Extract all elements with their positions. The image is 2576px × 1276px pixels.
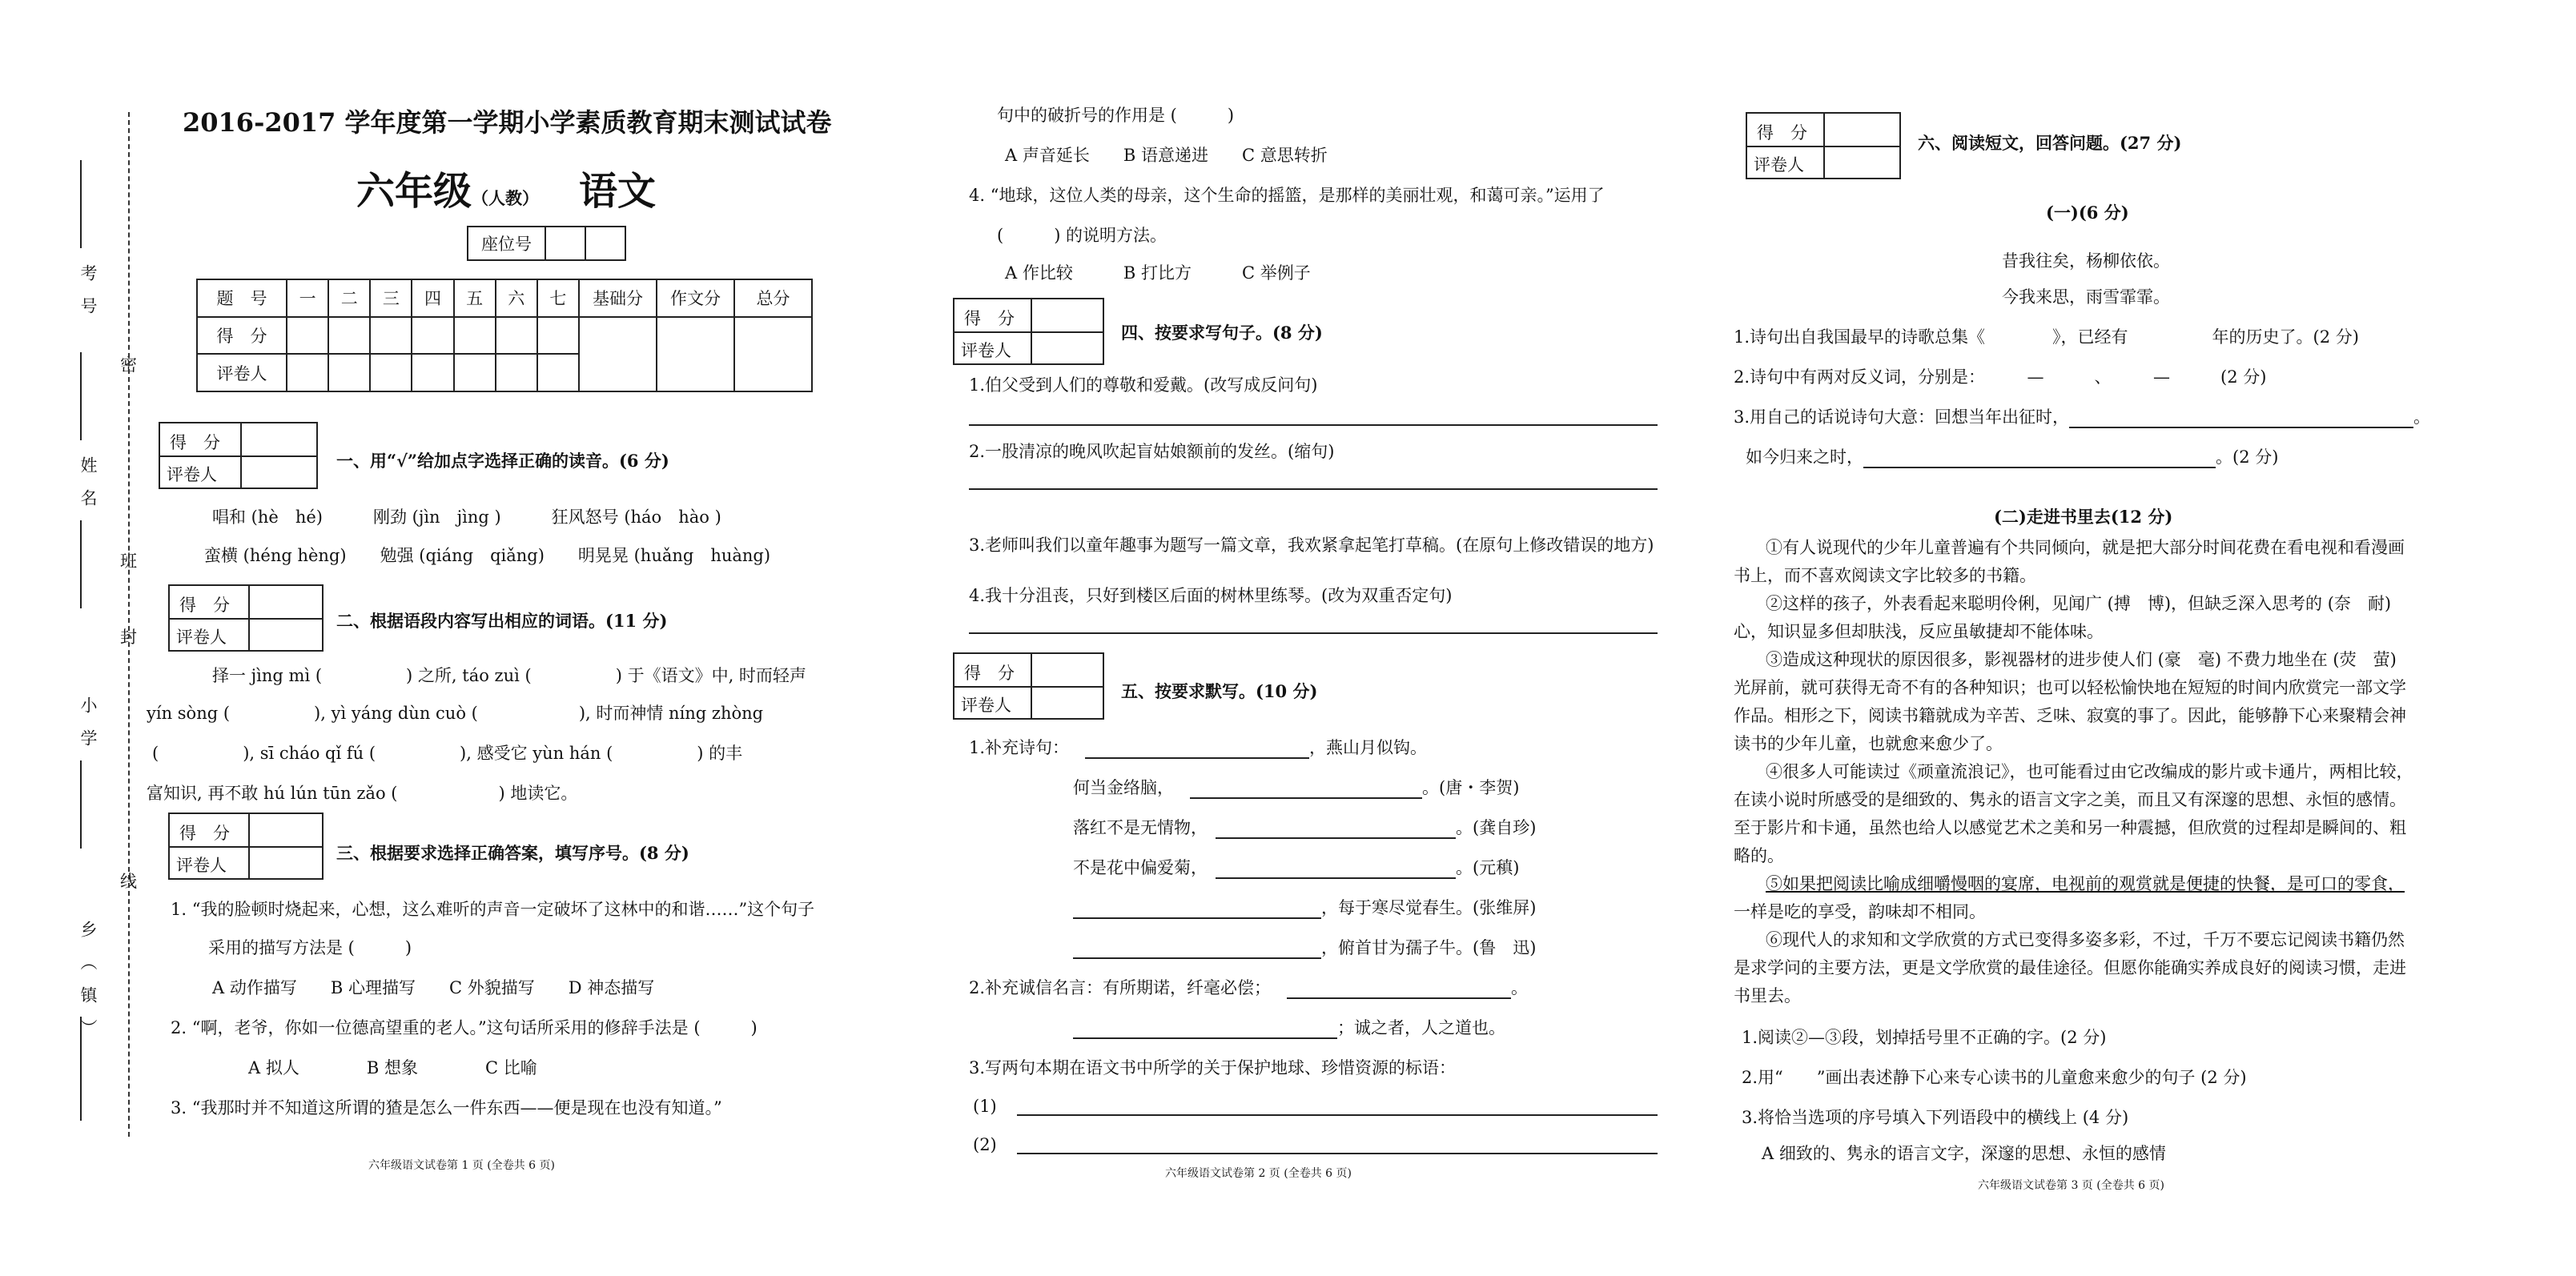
margin-seal-feng: 封	[120, 628, 137, 647]
blank[interactable]	[1287, 981, 1511, 999]
paragraph-line: 至于影片和卡通，虽然也给人以感觉艺术之美和另一种震撼，但欣赏的过程却是瞬间的、粗	[1734, 818, 2406, 837]
section-title: (一)(6 分)	[2046, 203, 2129, 223]
answer-line[interactable]	[969, 488, 1658, 490]
paragraph-line: ④很多人可能读过《顽童流浪记》，也可能看过由它改编成的影片或卡通片，两相比较，	[1766, 762, 2413, 781]
q5-item	[1073, 935, 1536, 959]
question-text: 3.用自己的话说诗句大意：回想当年出征时，	[1734, 407, 2070, 427]
question-text: 如今归来之时，	[1746, 447, 1863, 467]
q5-label: 2.补充诚信名言：有所期诺，纤毫必偿；	[969, 978, 1272, 997]
q6-title: 六、阅读短文，回答问题。(27 分)	[1918, 133, 2182, 153]
header-cell: 三	[370, 279, 412, 317]
paragraph-line: ⑥现代人的求知和文学欣赏的方式已变得多姿多彩，不过，千万不要忘记阅读书籍仍然	[1766, 930, 2405, 949]
q5-item	[1073, 855, 1519, 879]
question: 1.阅读②—③段，划掉括号里不正确的字。(2 分)	[1742, 1028, 2107, 1047]
poem-source: 。(元稹)	[1456, 858, 1520, 877]
exam-title: 2016-2017 学年度第一学期小学素质教育期末测试试卷	[183, 107, 832, 138]
header-cell: 总分	[734, 279, 812, 317]
margin-line	[80, 1017, 82, 1121]
poem-source: 。(龚自珍)	[1456, 818, 1537, 837]
score-cell[interactable]	[370, 317, 412, 355]
score-box	[168, 584, 324, 652]
question: 2.诗句中有两对反义词，分别是： — 、 — (2 分)	[1734, 367, 2267, 387]
option: A 细致的、隽永的语言文字，深邃的思想、永恒的感情	[1762, 1144, 2166, 1163]
blank[interactable]	[1073, 941, 1321, 959]
header-cell: 题 号	[197, 279, 287, 317]
question-text: 。(2 分)	[2216, 447, 2279, 467]
seat-cell[interactable]	[545, 227, 585, 260]
q3-options: A 拟人 B 想象 C 比喻	[248, 1058, 537, 1077]
score-box	[168, 813, 324, 880]
q2-line: ( ), sī cháo qǐ fú ( ), 感受它 yùn hán ( ) 的丰	[152, 744, 743, 763]
saying-line: ；诚之者，人之道也。	[1337, 1018, 1505, 1037]
q3-options: A 动作描写 B 心理描写 C 外貌描写 D 神态描写	[212, 978, 655, 997]
question: 3.用自己的话说诗句大意：回想当年出征时， 。	[1734, 407, 2431, 427]
q5-item: 3.写两句本期在语文书中所学的关于保护地球、珍惜资源的标语：	[969, 1058, 1457, 1077]
score-row	[197, 317, 812, 355]
answer-line[interactable]	[1017, 1153, 1658, 1154]
seat-cell[interactable]	[585, 227, 625, 260]
blank[interactable]	[1216, 821, 1456, 839]
poem-line: 今我来思，雨雪霏霏。	[2002, 287, 2170, 307]
score-cell[interactable]	[287, 317, 328, 355]
grader-cell[interactable]	[370, 354, 412, 391]
margin-line	[80, 160, 82, 248]
poem-line: ，燕山月似钩。	[1309, 738, 1428, 757]
question: 3.将恰当选项的序号填入下列语段中的横线上 (4 分)	[1742, 1108, 2129, 1127]
margin-line	[80, 760, 82, 849]
score-box-label: 得 分	[179, 596, 230, 615]
score-box-label: 得 分	[179, 824, 230, 843]
grader-cell[interactable]	[412, 354, 453, 391]
q3-options: A 声音延长 B 语意递进 C 意思转折	[1005, 146, 1328, 165]
paragraph-line: 书里去。	[1734, 986, 1801, 1005]
q3-item: 句中的破折号的作用是 ( )	[997, 106, 1235, 125]
header-cell: 五	[454, 279, 496, 317]
q2-line: 择一 jìng mì ( ) 之所, táo zuì ( ) 于《语文》中, 时而轻声	[212, 666, 806, 685]
poem-line: 不是花中偏爱菊，	[1073, 858, 1208, 877]
margin-line	[80, 352, 82, 440]
q3-title: 三、根据要求选择正确答案，填写序号。(8 分)	[336, 843, 689, 863]
poem-line: 落红不是无情物，	[1073, 818, 1208, 837]
blank[interactable]	[1073, 1021, 1337, 1039]
answer-line[interactable]	[969, 632, 1658, 634]
q4-item: 3.老师叫我们以童年趣事为题写一篇文章，我欢紧拿起笔打草稿。(在原句上修改错误的地方)	[969, 536, 1654, 555]
header-cell: 七	[537, 279, 579, 317]
q2-title: 二、根据语段内容写出相应的词语。(11 分)	[336, 611, 668, 631]
paragraph-line: 作品。相形之下，阅读书籍就成为辛苦、乏味、寂寞的事了。因此，能够静下心来聚精会神	[1734, 706, 2406, 725]
page-footer: 六年级语文试卷第 2 页 (全卷共 6 页)	[1165, 1167, 1352, 1180]
q5-item	[1073, 775, 1519, 799]
score-cell[interactable]	[412, 317, 453, 355]
q5-item	[1073, 895, 1536, 919]
grader-cell[interactable]	[287, 354, 328, 391]
q1-title: 一、用“√”给加点字选择正确的读音。(6 分)	[336, 451, 669, 471]
score-cell[interactable]	[657, 317, 734, 391]
grade-label: 六年级	[356, 169, 472, 214]
slogan-label: (1)	[973, 1097, 997, 1116]
header-cell: 基础分	[579, 279, 657, 317]
poem-source: 。(唐・李贺)	[1422, 778, 1520, 797]
grader-box-label: 评卷人	[176, 856, 227, 875]
paragraph-line: 光屏前，就可获得无奇不有的各种知识；也可以轻松愉快地在短短的时间内欣赏完一部文学	[1734, 678, 2406, 697]
answer-line[interactable]	[1017, 1114, 1658, 1116]
score-box	[159, 422, 318, 489]
subject-label: 语文	[579, 169, 657, 214]
paragraph-line: 一样是吃的享受，韵味却不相同。	[1734, 902, 1986, 921]
q5-label: 1.补充诗句：	[969, 738, 1070, 757]
margin-id-label: 考号	[78, 264, 98, 330]
q3-item: 3. “我那时并不知道这所谓的猹是怎么一件东西——便是现在也没有知道。”	[171, 1098, 722, 1118]
header-cell: 作文分	[657, 279, 734, 317]
fold-line	[128, 112, 130, 1137]
blank[interactable]	[1190, 780, 1422, 799]
paragraph-line: ③造成这种现状的原因很多，影视器材的进步使人们 (豪 毫) 不费力地坐在 (荧 萤)	[1766, 650, 2397, 669]
score-box	[953, 652, 1104, 720]
margin-seal-mi: 密	[120, 355, 137, 375]
grader-box-label: 评卷人	[167, 465, 217, 484]
question	[1746, 444, 2278, 468]
blank[interactable]	[2069, 410, 2413, 428]
header-cell: 六	[496, 279, 537, 317]
score-cell[interactable]	[579, 317, 657, 391]
q3-item: ( ) 的说明方法。	[997, 226, 1167, 245]
page-footer: 六年级语文试卷第 1 页 (全卷共 6 页)	[368, 1159, 555, 1172]
paragraph-line-underlined: ⑤如果把阅读比喻成细嚼慢咽的宴席，电视前的观赏就是便捷的快餐，是可口的零食，	[1766, 874, 2405, 893]
q2-line: 富知识, 再不敢 hú lún tūn zǎo ( ) 地读它。	[147, 784, 578, 803]
margin-line-xian: 线	[120, 872, 137, 891]
answer-line[interactable]	[969, 424, 1658, 426]
row-label: 评卷人	[197, 354, 287, 391]
blank[interactable]	[1863, 450, 2216, 468]
edition-label: （人教）	[472, 188, 540, 208]
score-cell[interactable]	[734, 317, 812, 391]
score-table	[196, 279, 813, 392]
score-table-header	[197, 279, 812, 317]
paragraph-line: 是求学问的主要方法，更是文学欣赏的最佳途径。但愿你能确实养成良好的阅读习惯，走进	[1734, 958, 2406, 977]
grader-cell[interactable]	[537, 354, 579, 391]
seat-number-box	[467, 226, 626, 261]
q4-item: 2.一股清凉的晚风吹起盲姑娘额前的发丝。(缩句)	[969, 442, 1335, 461]
paragraph-line: ①有人说现代的少年儿童普遍有个共同倾向，就是把大部分时间花费在看电视和看漫画	[1766, 538, 2405, 557]
grade-subject	[356, 160, 656, 215]
poem-line: 何当金络脑，	[1073, 778, 1174, 797]
q4-item: 1.伯父受到人们的尊敬和爱戴。(改写成反问句)	[969, 375, 1318, 395]
score-box-label: 得 分	[170, 433, 220, 452]
paragraph-line: 读书的少年儿童，也就愈来愈少了。	[1734, 734, 2003, 753]
question: 1.诗句出自我国最早的诗歌总集《 》，已经有 年的历史了。(2 分)	[1734, 327, 2359, 347]
grader-cell[interactable]	[496, 354, 537, 391]
margin-line	[80, 520, 82, 608]
grader-box-label: 评卷人	[961, 696, 1011, 715]
poem-line: ，每于寒尽觉春生。(张维屏)	[1321, 898, 1537, 917]
margin-name-label: 姓名	[78, 456, 98, 522]
q5-item: 2.补充诚信名言：有所期诺，纤毫必偿； 。	[969, 978, 1529, 997]
paragraph-line: ②这样的孩子，外表看起来聪明伶俐，见闻广 (搏 博)，但缺乏深入思考的 (奈 耐)	[1766, 594, 2392, 613]
poem-line: ，俯首甘为孺子牛。(鲁 迅)	[1321, 938, 1537, 957]
margin-school-label: 小学	[78, 696, 98, 762]
paragraph-line: 书上，而不喜欢阅读文字比较多的书籍。	[1734, 566, 2036, 585]
grader-box-label: 评卷人	[961, 341, 1011, 360]
score-cell[interactable]	[537, 317, 579, 355]
grader-cell[interactable]	[328, 354, 370, 391]
question: 2.用“ ”画出表述静下心来专心读书的儿童愈来愈少的句子 (2 分)	[1742, 1068, 2247, 1087]
q4-item: 4.我十分沮丧，只好到楼区后面的树林里练琴。(改为双重否定句)	[969, 586, 1453, 605]
q1-line: 唱和 (hè hé) 刚劲 (jìn jìng ) 狂风怒号 (háo hào )	[212, 508, 721, 527]
margin-class-label: 班	[120, 552, 137, 571]
paragraph-line: 在读小说时所感受的是细致的、隽永的语言文字之美，而且又有深邃的思想、永恒的感情。	[1734, 790, 2406, 809]
page-footer: 六年级语文试卷第 3 页 (全卷共 6 页)	[1978, 1179, 2164, 1192]
score-box-label: 得 分	[964, 664, 1015, 683]
row-label: 得 分	[197, 317, 287, 355]
slogan-label: (2)	[973, 1135, 997, 1154]
seat-label: 座位号	[468, 227, 545, 260]
section-title: (二)走进书里去(12 分)	[1994, 507, 2173, 527]
blank[interactable]	[1073, 901, 1321, 919]
score-cell[interactable]	[454, 317, 496, 355]
q3-item: 1. “我的脸顿时烧起来，心想，这么难听的声音一定破坏了这林中的和谐……”这个句子	[171, 900, 815, 919]
q5-title: 五、按要求默写。(10 分)	[1121, 681, 1318, 701]
q3-item: 采用的描写方法是 ( )	[208, 938, 412, 957]
q3-item: 2. “啊，老爷，你如一位德高望重的老人。”这句话所采用的修辞手法是 ( )	[171, 1018, 758, 1037]
score-cell[interactable]	[328, 317, 370, 355]
score-box	[1746, 112, 1901, 179]
score-box-label: 得 分	[964, 309, 1015, 328]
q1-line: 蛮横 (héng hèng) 勉强 (qiáng qiǎng) 明晃晃 (huǎng huàng)	[204, 546, 771, 565]
grader-cell[interactable]	[454, 354, 496, 391]
blank[interactable]	[1085, 740, 1309, 759]
poem-line: 昔我往矣，杨柳依依。	[2002, 251, 2170, 271]
paragraph-line: 心，知识显多但却肤浅，反应虽敏捷却不能体味。	[1734, 622, 2104, 641]
q2-line: yín sòng ( ), yì yáng dùn cuò ( ), 时而神情 níng zhòng	[147, 704, 764, 723]
q5-item	[1073, 1015, 1505, 1039]
paragraph-line: 略的。	[1734, 846, 1784, 865]
q3-options: A 作比较 B 打比方 C 举例子	[1005, 263, 1311, 283]
header-cell: 一	[287, 279, 328, 317]
score-box-label: 得 分	[1757, 123, 1807, 142]
score-box	[953, 298, 1104, 365]
q5-item	[969, 735, 1427, 759]
margin-town-label: 乡（镇）	[78, 921, 98, 1052]
q3-item: 4. “地球，这位人类的母亲，这个生命的摇篮，是那样的美丽壮观，和蔼可亲。”运用了	[969, 186, 1605, 205]
grader-box-label: 评卷人	[1754, 155, 1804, 175]
score-cell[interactable]	[496, 317, 537, 355]
grader-box-label: 评卷人	[176, 628, 227, 647]
header-cell: 二	[328, 279, 370, 317]
q4-title: 四、按要求写句子。(8 分)	[1121, 323, 1323, 343]
blank[interactable]	[1216, 861, 1456, 879]
q5-item	[1073, 815, 1536, 839]
header-cell: 四	[412, 279, 453, 317]
